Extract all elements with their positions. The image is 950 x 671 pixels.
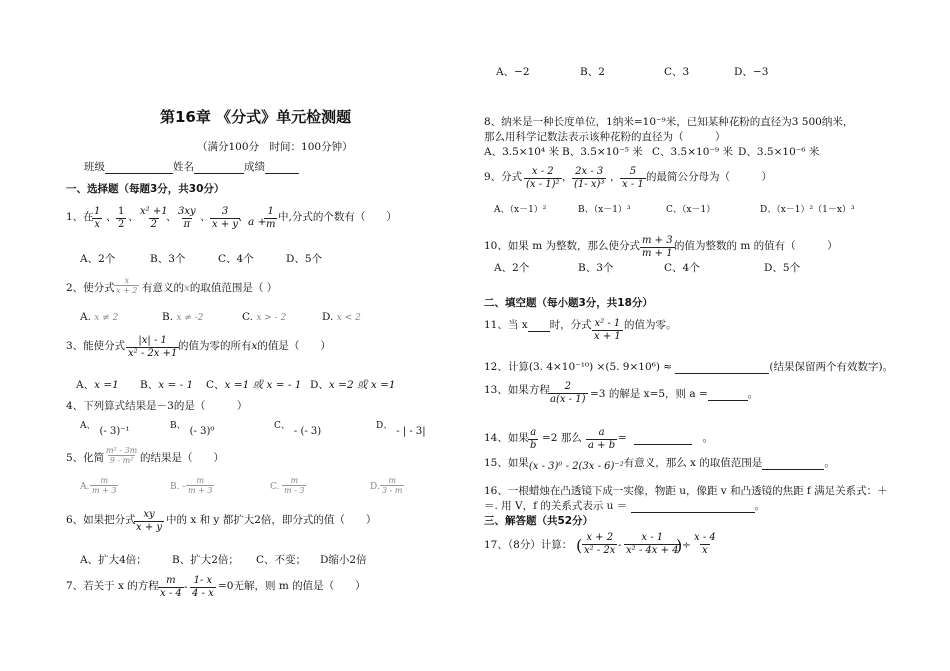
q4-option-a: A、 (- 3)⁻¹ (80, 421, 130, 437)
q17-frac-2: $\frac{x - 1}{\text{x² - 4x + 4}}$ (626, 532, 679, 556)
q5-suffix: 的结果是（ ） (140, 452, 224, 464)
q9-prefix: 9、分式 (484, 171, 523, 183)
q5-option-b-frac: $\frac{m}{m + 3}$ (188, 476, 213, 496)
q9-option-d: D、（x－1）²（1－x）³ (760, 205, 855, 215)
q7-suffix: =0无解，则 m 的值是（ ） (218, 580, 366, 592)
q5-option-b: B. - (170, 482, 186, 492)
q1-sep-2: 、 (128, 211, 139, 223)
q16-blank[interactable] (631, 502, 755, 513)
q1-sep-1: 、 (106, 211, 117, 223)
q10-suffix: 的值为整数的 m 的值有（ ） (674, 240, 838, 252)
q2-option-a: A. x ≠ 2 (80, 311, 119, 323)
q2-frac: $\frac{x}{x + 2}$ (116, 276, 138, 296)
q9-frac-2: $\frac{2x - 3}{\text{(1- x)³}}$ (574, 166, 605, 190)
q1-option-c: C、4个 (218, 253, 254, 265)
q5-option-d-frac: $\frac{m}{3 - m}$ (382, 476, 403, 496)
q10-frac: $\frac{m + 3}{m + 1}$ (642, 235, 673, 259)
q9-frac-1: $\frac{x - 2}{\text{(x - 1)²}}$ (526, 166, 560, 190)
q7-frac-2: $\frac{1- x}{4 - x}$ (192, 575, 214, 599)
student-info-line (84, 161, 299, 174)
q15-expr: (x - 3)⁰ - 2(3x - 6)⁻² (528, 461, 624, 472)
section2-heading: 二、填空题（每小题3分，共18分） (484, 297, 653, 309)
q3-option-d: D、x =2 或 x =1 (310, 379, 396, 391)
q13-frac: $\frac{2}{a(x - 1)}$ (550, 381, 586, 405)
q9-suffix: 的最简公分母为（ ） (646, 171, 772, 183)
q9-frac-3: $\frac{5}{x - 1}$ (622, 166, 644, 190)
page-title: 第16章 《分式》单元检测题 (160, 108, 352, 126)
q6-option-d: D缩小2倍 (320, 554, 367, 566)
q1-frac-6: $\frac{1}{m}$ (266, 206, 276, 230)
page-subtitle: （满分100分 时间：100分钟） (197, 141, 353, 153)
q14-eq: = (618, 432, 627, 444)
q11-blank[interactable] (528, 321, 550, 332)
q1-sep-3: 、 (166, 211, 177, 223)
q17-frac-1: $\frac{x + 2}{\text{x² - 2x}}$ (584, 532, 616, 556)
q2-var: x (184, 282, 190, 294)
q2-option-b: B. x ≠ -2 (162, 311, 204, 323)
class-blank[interactable] (105, 163, 173, 174)
q1-option-b: B、3个 (150, 253, 186, 265)
q5-frac: $\frac{\text{m² - 3m}}{\text{9 - m²}}$ (106, 446, 138, 466)
q1-option-a: A、2个 (80, 253, 116, 265)
q4-option-d: D、 - | - 3| (376, 421, 426, 437)
q6-frac: $\frac{xy}{x + y}$ (136, 509, 163, 533)
q8-option-a: A、3.5×10⁴ 米 (484, 146, 559, 158)
q16-line1: 16、一根蜡烛在凸透镜下成一实像，物距 u，像距 v 和凸透镜的焦距 f 满足关系式：＋ (484, 485, 888, 497)
q9-option-c: C、（x－1） (666, 205, 716, 215)
q4-option-b: B、 (- 3)⁰ (170, 421, 215, 437)
q11-suffix2: 的值为零。 (624, 319, 677, 331)
q2-option-c: C. x > - 2 (242, 311, 287, 323)
q1-frac-3: $\frac{\text{x² +1}}{2}$ (140, 206, 168, 230)
q8-line1: 8、纳米是一种长度单位，1纳米=10⁻⁹米，已知某种花粉的直径为3 500纳米， (484, 116, 854, 128)
q1-frac-2: $\frac{1}{2}$ (118, 206, 125, 230)
q3-option-a: A、x =1 (76, 379, 119, 391)
q7-prefix: 7、若关于 x 的方程 (66, 580, 159, 592)
name-blank[interactable] (194, 163, 244, 174)
q5-option-c-frac: $\frac{m}{m - 3}$ (284, 476, 305, 496)
q9-option-b: B、（x－1）³ (578, 205, 631, 215)
q15-blank[interactable] (762, 459, 824, 470)
q15-line: 15、如果(x - 3)⁰ - 2(3x - 6)⁻²有意义，那么 x 的取值范围是 。 (484, 457, 835, 472)
section3-heading: 三、解答题（共52分） (484, 515, 594, 527)
q5-option-d: D. (370, 482, 380, 492)
q14-mid: =2 那么 (542, 432, 582, 444)
q13-blank[interactable] (708, 390, 748, 401)
q3-prefix: 3、能使分式 (66, 340, 126, 352)
q17-minus: - (618, 539, 622, 551)
name-label: 姓名 (173, 161, 194, 173)
q1-frac-1: $\frac{1}{x}$ (94, 206, 101, 230)
q11-frac: $\frac{\text{x² - 1}}{x + 1}$ (594, 318, 621, 342)
q1-a-term: a + (248, 216, 267, 228)
q9-option-a: A、（x－1）² (494, 205, 547, 215)
q9-sep-1: ， (562, 171, 573, 183)
q2-prefix: 2、使分式 (66, 282, 115, 294)
q7-option-b: B、2 (580, 66, 605, 78)
q2-option-d: D. x < 2 (322, 311, 361, 323)
score-label: 成绩 (244, 161, 265, 173)
q6-option-c: C、不变； (256, 554, 307, 566)
q17-close-paren: ) (676, 536, 683, 555)
q6-option-b: B、扩大2倍； (172, 554, 239, 566)
q13-suffix: =3 的解是 x=5，则 a = 。 (590, 388, 759, 400)
q7-option-c: C、3 (664, 66, 690, 78)
q6-suffix: 中的 x 和 y 都扩大2倍，即分式的值（ ） (166, 514, 377, 526)
q17-prefix: 17、（8分）计算： (484, 539, 573, 551)
q5-prefix: 5、化简 (66, 452, 105, 464)
q10-option-a: A、2个 (494, 262, 530, 274)
q17-div: ÷ (682, 539, 691, 551)
q1-suffix: 中,分式的个数有（ ） (278, 211, 397, 223)
q5-option-a: A. (80, 482, 90, 492)
q3-suffix: 的值为零的所有x的值是（ ） (178, 340, 331, 352)
q1-prefix: 1、在 (66, 211, 94, 223)
q12-blank[interactable] (675, 363, 769, 374)
q5-option-a-frac: $\frac{m}{m + 3}$ (92, 476, 117, 496)
q7-option-d: D、−3 (734, 66, 769, 78)
q3-option-b: B、x = - 1 (140, 379, 194, 391)
q13-prefix: 13、如果方程 (484, 384, 550, 396)
q1-sep-4: 、 (200, 211, 211, 223)
q11-line: 11、当 x 时，分式 (484, 319, 592, 331)
section1-heading: 一、选择题（每题3分，共30分） (66, 183, 225, 195)
class-label: 班级 (84, 161, 105, 173)
q7-minus: - (184, 581, 188, 593)
q14-prefix: 14、如果 (484, 432, 529, 444)
q3-frac: $\frac{|x| - 1}{\text{x² - 2x +1}}$ (128, 335, 178, 359)
q10-option-c: C、4个 (664, 262, 700, 274)
q10-option-b: B、3个 (578, 262, 614, 274)
q1-sep-5: 、 (238, 211, 249, 223)
q12-line: 12、计算(3. 4×10⁻¹⁰) ×(5. 9×10⁶) ≈ (结果保留两个有效数字)。 (484, 361, 894, 373)
q6-option-a: A、扩大4倍； (80, 554, 147, 566)
q5-option-c: C. (270, 482, 280, 492)
q14-frac-2: $\frac{a}{a + b}$ (588, 427, 616, 451)
q9-sep-2: ， (610, 171, 621, 183)
q17-frac-3: $\frac{x - 4}{x}$ (694, 532, 716, 556)
q4-option-c: C、 - (- 3) (274, 421, 322, 437)
q4-text: 4、下列算式结果是－3的是（ ） (66, 400, 248, 412)
q14-answer: 。 (634, 432, 713, 445)
q2-suffix: 有意义的x的取值范围是（ ） (142, 282, 278, 294)
score-blank[interactable] (265, 163, 299, 174)
q10-prefix: 10、如果 m 为整数，那么使分式 (484, 240, 640, 252)
q1-option-d: D、5个 (286, 253, 323, 265)
q1-frac-4: $\frac{3xy}{\pi}$ (178, 206, 196, 230)
q14-blank[interactable] (634, 434, 692, 445)
q7-frac-1: $\frac{m}{x - 4}$ (160, 575, 182, 599)
q3-var: x (251, 340, 258, 352)
q8-line2: 那么用科学记数法表示该种花粉的直径为（ ） (484, 131, 726, 143)
q6-prefix: 6、如果把分式 (66, 514, 136, 526)
q1-frac-5: $\frac{3}{x + y}$ (212, 206, 239, 230)
q8-option-c: C、3.5×10⁻⁹ 米 (652, 146, 733, 158)
q8-option-d: D、3.5×10⁻⁶ 米 (738, 146, 820, 158)
q7-option-a: A、−2 (496, 66, 530, 78)
q3-option-c: C、x =1 或 x = - 1 (206, 379, 302, 391)
q14-frac-1: $\frac{a}{b}$ (530, 427, 537, 451)
q16-line2: ＝. 用 V，f 的关系式表示 u ＝ 。 (484, 500, 766, 512)
q10-option-d: D、5个 (764, 262, 801, 274)
q17-open-paren: ( (576, 536, 583, 555)
q8-option-b: B、3.5×10⁻⁵ 米 (562, 146, 643, 158)
